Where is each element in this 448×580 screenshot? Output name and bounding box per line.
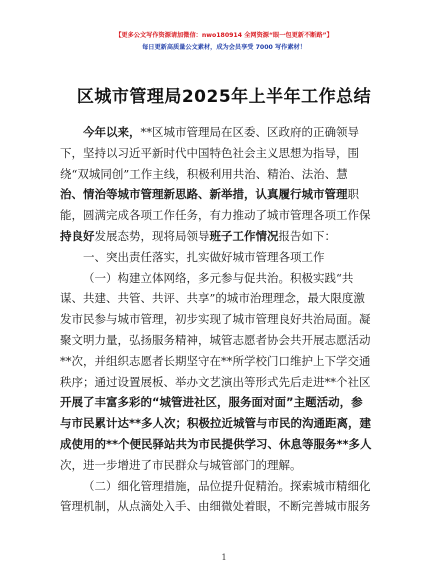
paragraph-line [60,351,390,372]
paragraph-line [60,184,390,205]
text-run: （二）细化管理措施，品位提升促精治。探索城市精细化 [83,478,371,493]
text-run: **区城市管理局在区委、区政府的正确领导 [140,125,359,139]
paragraph-line [60,268,390,289]
text-run: 发市民参与城市管理，初步实现了城市管理良好共治局面。凝 [60,312,371,327]
text-run: 绕“双城同创”工作主线，积极利用共治、精治、法治、慧 [60,166,348,181]
text-run: 下，坚持以习近平新时代中国特色社会主义思想为指导，围 [60,145,359,160]
page-number: 1 [221,553,227,562]
document-title: 区城市管理局2025年上半年工作总结 [76,87,372,107]
promo-banner-line-1: 【更多公文写作资源请加微信：nwo180914 全网资源“眼一包更新不断路”】 [115,32,333,39]
paragraph-line [60,476,390,497]
text-run: 报告如下： [278,228,336,243]
bold-text-run: 班子工作情况 [209,228,279,243]
text-run: 次，进一步增进了市民群众与城管部门的理解。 [60,457,302,472]
bold-text-run: 今年以来， [83,125,141,139]
text-run: 发展态势，现将局领导 [94,228,210,243]
paragraph-line [60,455,390,476]
text-run: （一）构建立体网络，多元参与促共治。积极实践“共 [83,270,354,285]
text-run: 谋、共建、共管、共评、共享”的城市治理理念，最大限度激 [60,291,365,306]
paragraph-line [60,288,390,309]
text-run: 管理机制，从点滴处入手、由细微处着眼，不断完善城市服务 [60,499,371,514]
paragraph-line [60,392,390,413]
bold-text-run: 治、情治等城市管理新思路、新举措，认真履行城市管理 [60,187,348,202]
paragraph-line [60,164,390,185]
text-run: 职 [347,187,359,202]
bold-text-run: 持良好 [60,228,95,243]
paragraph-line [60,372,390,393]
bold-text-run: 成使用的**个便民驿站共为市民提供学习、休息等服务**多人 [60,436,372,451]
paragraph-line [60,309,390,330]
text-run: 能，圆满完成各项工作任务，有力推动了城市管理各项工作保 [60,208,371,223]
paragraph-line [60,143,390,164]
paragraph-line [60,247,390,268]
text-run: **次，并组织志愿者长期坚守在**所学校门口维护上下学交通 [60,353,371,368]
paragraph-line [60,122,390,143]
paragraph-line [60,205,390,226]
paragraph-line [60,226,390,247]
paragraph-line [60,330,390,351]
text-run: 秩序；通过设置展板、举办文艺演出等形式先后走进**个社区 [60,374,371,389]
bold-text-run: 与市民累计达**多人次；积极拉近城管与市民的沟通距离，建 [60,416,372,431]
paragraph-line [60,434,390,455]
paragraph-line [60,413,390,434]
text-run: 聚文明力量，弘扬服务精神，城管志愿者协会共开展志愿活动 [60,332,371,347]
bold-text-run: 开展了丰富多彩的“城管进社区，服务面对面”主题活动，参 [60,395,363,410]
document-body [60,122,390,517]
paragraph-line [60,496,390,517]
text-run: 一、突出责任落实，扎实做好城市管理各项工作 [83,249,325,264]
promo-banner-line-2: 每日更新高质量公文素材，成为会员享受 7000 写作素材！ [142,44,306,51]
